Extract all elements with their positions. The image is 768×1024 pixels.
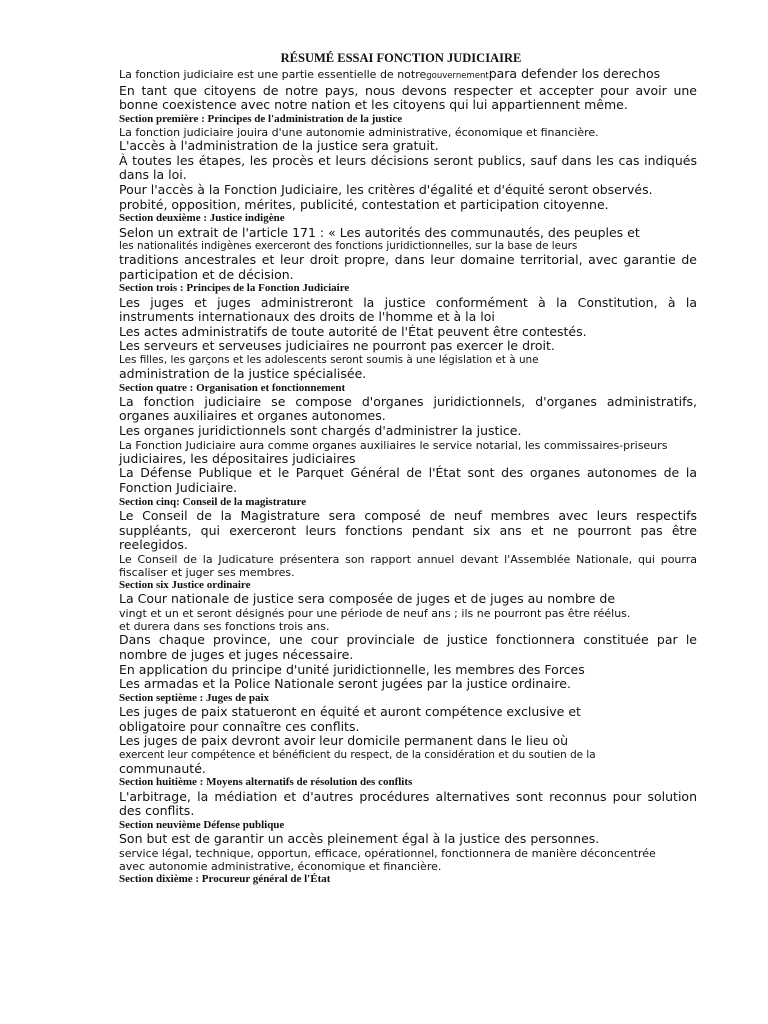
section xyxy=(119,873,697,886)
section-heading: Section septième : Juges de paix xyxy=(119,691,270,704)
section xyxy=(119,776,697,818)
section-heading: Section six Justice ordinaire xyxy=(119,579,251,592)
section-paragraph: La Défense Publique et le Parquet Général de l'État sont des organes autonomes de la Fonction Judiciaire. xyxy=(119,465,697,496)
section-paragraph: judiciaires, les dépositaires judiciaires xyxy=(119,450,356,466)
section-paragraph: Les filles, les garçons et les adolescents seront soumis à une législation et à une xyxy=(119,354,539,366)
document-page xyxy=(119,50,697,887)
section-paragraph: et durera dans ses fonctions trois ans. xyxy=(119,620,330,634)
section-heading: Section cinq: Conseil de la magistrature xyxy=(119,495,307,508)
intro-paragraph-1 xyxy=(119,67,697,84)
section-paragraph: service légal, technique, opportun, efficace, opérationnel, fonctionnera de manière déconcentrée xyxy=(119,846,656,860)
section-paragraph: Pour l'accès à la Fonction Judiciaire, les critères d'égalité et d'équité seront observés. xyxy=(119,182,653,198)
section xyxy=(119,382,697,496)
section-paragraph: Les armadas et la Police Nationale seront jugées par la justice ordinaire. xyxy=(119,676,571,692)
section-paragraph: probité, opposition, mérites, publicité, contestation et participation citoyenne. xyxy=(119,196,609,212)
intro-paragraph-2: En tant que citoyens de notre pays, nous devons respecter et accepter pour avoir une bonne coexistence avec notre nation et les citoyens qui lui appartiennent même. xyxy=(119,82,697,113)
section-heading: Section première : Principes de l'administration de la justice xyxy=(119,112,403,125)
intro xyxy=(119,67,697,113)
section xyxy=(119,579,697,692)
intro-text-end: para defender los derechos xyxy=(488,66,661,81)
section xyxy=(119,282,697,381)
section-paragraph: Les serveurs et serveuses judiciaires ne pourront pas exercer le droit. xyxy=(119,338,555,354)
section-paragraph: En application du principe d'unité juridictionnelle, les membres des Forces xyxy=(119,661,585,677)
section xyxy=(119,819,697,873)
section-paragraph: Le Conseil de la Judicature présentera son rapport annuel devant l'Assemblée Nationale, qui pourra fiscaliser et juger ses membres. xyxy=(119,552,697,579)
section xyxy=(119,212,697,282)
sections-container xyxy=(119,113,697,887)
section-heading: Section quatre : Organisation et fonctionnement xyxy=(119,381,346,394)
section-paragraph: obligatoire pour connaître ces conflits. xyxy=(119,718,360,734)
section-heading: Section huitième : Moyens alternatifs de résolution des conflits xyxy=(119,776,413,789)
section-paragraph: administration de la justice spécialisée. xyxy=(119,366,367,381)
section-paragraph: vingt et un et seront désignés pour une période de neuf ans ; ils ne pourront pas être réélus. xyxy=(119,607,631,621)
section-paragraph: traditions ancestrales et leur droit propre, dans leur domaine territorial, avec garantie de participation et de décision. xyxy=(119,252,697,282)
section-paragraph: La fonction judiciaire se compose d'organes juridictionnels, d'organes administratifs, organes auxiliaires et organes autonomes. xyxy=(119,393,697,424)
section-paragraph: L'accès à l'administration de la justice sera gratuit. xyxy=(119,138,439,154)
section-paragraph: Les actes administratifs de toute autorité de l'État peuvent être contestés. xyxy=(119,323,587,339)
section-paragraph: La fonction judiciaire jouira d'une autonomie administrative, économique et financière. xyxy=(119,126,599,140)
intro-text-start: La fonction judiciaire est une partie essentielle de notre xyxy=(119,68,427,81)
section-paragraph: Les organes juridictionnels sont chargés d'administrer la justice. xyxy=(119,423,522,439)
document-title: RÉSUMÉ ESSAI FONCTION JUDICIAIRE xyxy=(280,51,522,65)
section-paragraph: Selon un extrait de l'article 171 : « Les autorités des communautés, des peuples et xyxy=(119,224,640,240)
section xyxy=(119,113,697,212)
intro-text-small: gouvernement xyxy=(426,71,489,81)
section xyxy=(119,496,697,579)
section-paragraph: les nationalités indigènes exerceront des fonctions juridictionnelles, sur la base de leurs xyxy=(119,240,578,253)
section-paragraph: Le Conseil de la Magistrature sera composé de neuf membres avec leurs respectifs suppléants, qui exerceront leurs fonctions pendant six ans et ne pourront pas être reelegidos. xyxy=(119,507,697,553)
section-paragraph: L'arbitrage, la médiation et d'autres procédures alternatives sont reconnus pour solution des conflits. xyxy=(119,788,697,819)
section-heading: Section dixième : Procureur général de l'État xyxy=(119,873,331,886)
section-paragraph: À toutes les étapes, les procès et leurs décisions seront publics, sauf dans les cas indiqués dans la loi. xyxy=(119,152,697,183)
section-paragraph: La Cour nationale de justice sera composée de juges et de juges au nombre de xyxy=(119,591,616,607)
section xyxy=(119,692,697,777)
section-paragraph: La Fonction Judiciaire aura comme organes auxiliaires le service notarial, les commissaires-priseurs xyxy=(119,438,668,452)
section-paragraph: Les juges de paix statueront en équité et auront compétence exclusive et xyxy=(119,704,581,720)
section-paragraph: Son but est de garantir un accès pleinement égal à la justice des personnes. xyxy=(119,831,600,847)
section-heading: Section trois : Principes de la Fonction Judiciaire xyxy=(119,282,350,295)
section-paragraph: Dans chaque province, une cour provinciale de justice fonctionnera constituée par le nombre de juges et juges nécessaire. xyxy=(119,632,697,663)
section-paragraph: Les juges de paix devront avoir leur domicile permanent dans le lieu où xyxy=(119,733,569,749)
section-paragraph: Les juges et juges administreront la justice conformément à la Constitution, à la instruments internationaux des droits de l'homme et à la loi xyxy=(119,294,697,325)
section-heading: Section deuxième : Justice indigène xyxy=(119,212,285,225)
section-paragraph: avec autonomie administrative, économique et financière. xyxy=(119,860,442,874)
section-paragraph: communauté. xyxy=(119,760,206,776)
section-heading: Section neuvième Défense publique xyxy=(119,818,285,831)
section-paragraph: exercent leur compétence et bénéficient du respect, de la considération et du soutien de la xyxy=(119,748,596,761)
